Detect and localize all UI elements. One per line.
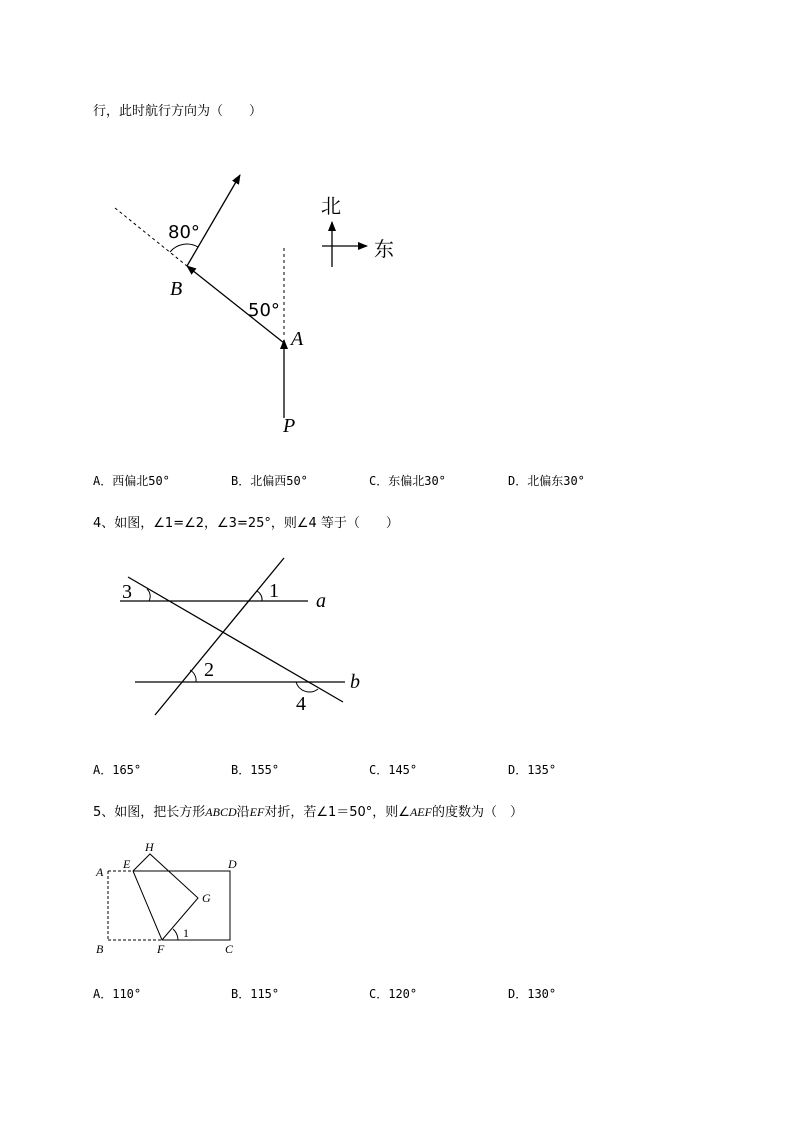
fold-line-ef [133, 871, 162, 940]
angle-1-label-q5: 1 [183, 926, 189, 940]
q5-stem-part3: 对折，若∠1＝50°，则∠ [264, 805, 410, 820]
angle-1-label: 1 [269, 580, 279, 602]
point-e-label: E [123, 857, 131, 871]
q4-option-d: D．135° [508, 763, 557, 777]
line-b-label: b [350, 671, 360, 693]
q3-stem-tail: 行，此时航行方向为（ ） [93, 104, 263, 119]
q5-option-a: A．110° [93, 987, 142, 1001]
q4-stem: 4、如图，∠1=∠2，∠3=25°，则∠4 等于（ ） [93, 516, 399, 531]
point-a-label: A [96, 865, 104, 879]
q4-option-c: C．145° [369, 763, 418, 777]
q5-stem-part4: 的度数为（ ） [431, 805, 523, 820]
q3-option-a: A．西偏北50° [93, 474, 170, 488]
point-b-label: B [170, 278, 183, 300]
point-g-label: G [202, 891, 211, 905]
q5-rect-name: ABCD [205, 805, 237, 819]
angle-4-label: 4 [296, 693, 306, 715]
compass-east-label: 东 [374, 237, 394, 261]
angle-3-label: 3 [122, 581, 132, 603]
q4-option-a: A．165° [93, 763, 142, 777]
angle-1-arc-q5 [173, 929, 178, 940]
point-c-label: C [225, 942, 234, 956]
point-f-label: F [157, 942, 165, 956]
angle-2-label: 2 [204, 659, 214, 681]
q5-angle-name: AEF [409, 805, 432, 819]
q3-option-b: B．北偏西50° [231, 474, 308, 488]
point-h-label: H [145, 840, 154, 854]
q5-option-d: D．130° [508, 987, 557, 1001]
q5-fold-line: EF [249, 805, 265, 819]
compass-north-label: 北 [321, 194, 341, 218]
point-a-label: A [291, 328, 304, 350]
line-a-label: a [316, 590, 326, 612]
q5-option-b: B．115° [231, 987, 280, 1001]
point-p-label: P [283, 415, 296, 437]
point-b-label: B [96, 942, 104, 956]
q4-option-b: B．155° [231, 763, 280, 777]
angle-80-label: 80° [168, 222, 200, 243]
angle-50-label: 50° [248, 300, 280, 321]
q5-stem-part2: 沿 [236, 805, 250, 820]
q5-option-c: C．120° [369, 987, 418, 1001]
q3-option-c: C．东偏北30° [369, 474, 446, 488]
q3-option-d: D．北偏东30° [508, 474, 585, 488]
point-d-label: D [228, 857, 237, 871]
q5-stem-part1: 5、如图，把长方形 [93, 805, 206, 820]
